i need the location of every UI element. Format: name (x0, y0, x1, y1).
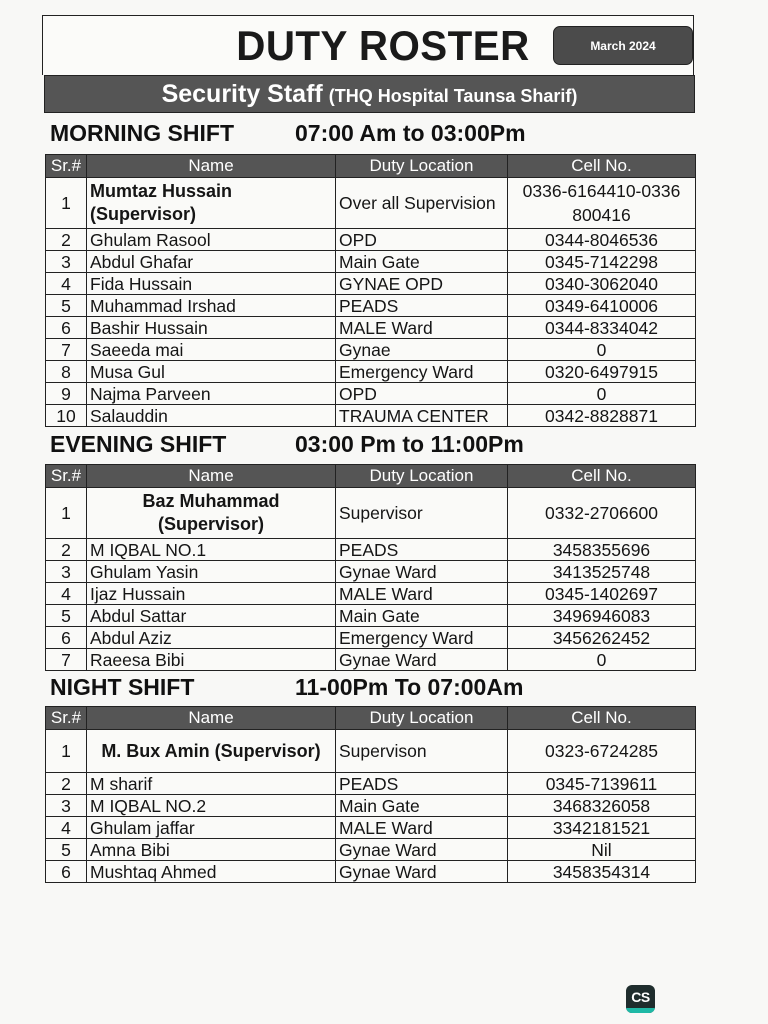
staff-name: Bashir Hussain (87, 317, 336, 339)
shift-time: 07:00 Am to 03:00Pm (295, 120, 526, 146)
cell-number: 0345-1402697 (508, 583, 696, 605)
cell-number: 0 (508, 339, 696, 361)
staff-name: Abdul Ghafar (87, 251, 336, 273)
serial-number: 3 (46, 561, 87, 583)
duty-location: PEADS (336, 295, 508, 317)
evening-shift-table (45, 464, 696, 671)
shift-time: 11-00Pm To 07:00Am (295, 674, 524, 700)
table-row (46, 405, 696, 427)
staff-name: Amna Bibi (87, 839, 336, 861)
shift-name: EVENING SHIFT (50, 431, 227, 457)
name-column-header: Name (87, 155, 336, 178)
duty-location: Gynae (336, 339, 508, 361)
duty-location: GYNAE OPD (336, 273, 508, 295)
table-row (46, 730, 696, 773)
staff-name: Fida Hussain (87, 273, 336, 295)
duty-location: Supervison (336, 730, 508, 773)
cell-number: 0344-8046536 (508, 229, 696, 251)
staff-name: Abdul Aziz (87, 627, 336, 649)
duty-location: OPD (336, 383, 508, 405)
cell-number: 3342181521 (508, 817, 696, 839)
subtitle-main: Security Staff (161, 79, 323, 108)
table-row (46, 583, 696, 605)
staff-name: Ghulam jaffar (87, 817, 336, 839)
cell-number: 3413525748 (508, 561, 696, 583)
table-row (46, 605, 696, 627)
table-row (46, 178, 696, 229)
cell-number: 0342-8828871 (508, 405, 696, 427)
duty-location: Gynae Ward (336, 861, 508, 883)
serial-number: 4 (46, 273, 87, 295)
duty-location: MALE Ward (336, 317, 508, 339)
camscanner-logo-icon (626, 985, 655, 1013)
serial-number: 9 (46, 383, 87, 405)
duty-location: Gynae Ward (336, 649, 508, 671)
serial-number: 6 (46, 861, 87, 883)
title-box (42, 15, 694, 75)
cell-number: 0320-6497915 (508, 361, 696, 383)
staff-name: M IQBAL NO.2 (87, 795, 336, 817)
location-column-header: Duty Location (336, 155, 508, 178)
duty-location: Main Gate (336, 605, 508, 627)
serial-number: 7 (46, 649, 87, 671)
cell-number: 0349-6410006 (508, 295, 696, 317)
logo-text: CS (631, 989, 650, 1005)
night-shift-table (45, 706, 696, 883)
staff-name: Salauddin (87, 405, 336, 427)
duty-location: TRAUMA CENTER (336, 405, 508, 427)
cell-column-header: Cell No. (508, 707, 696, 730)
duty-location: Emergency Ward (336, 627, 508, 649)
serial-number: 6 (46, 627, 87, 649)
serial-number: 5 (46, 839, 87, 861)
staff-name: Ijaz Hussain (87, 583, 336, 605)
table-row (46, 488, 696, 539)
serial-number: 3 (46, 795, 87, 817)
table-row (46, 539, 696, 561)
supervisor-name: Mumtaz Hussain (Supervisor) (87, 178, 336, 229)
table-header-row (46, 465, 696, 488)
name-column-header: Name (87, 707, 336, 730)
duty-location: OPD (336, 229, 508, 251)
supervisor-name: M. Bux Amin (Supervisor) (87, 730, 336, 773)
staff-name: Mushtaq Ahmed (87, 861, 336, 883)
date-badge: March 2024 (553, 26, 693, 65)
duty-location: PEADS (336, 539, 508, 561)
cell-column-header: Cell No. (508, 465, 696, 488)
cell-number: Nil (508, 839, 696, 861)
table-row (46, 773, 696, 795)
table-row (46, 795, 696, 817)
staff-name: M IQBAL NO.1 (87, 539, 336, 561)
cell-number: 0 (508, 649, 696, 671)
name-column-header: Name (87, 465, 336, 488)
table-row (46, 649, 696, 671)
table-row (46, 229, 696, 251)
table-row (46, 627, 696, 649)
serial-number: 3 (46, 251, 87, 273)
duty-location: Main Gate (336, 251, 508, 273)
serial-number: 4 (46, 817, 87, 839)
table-row (46, 251, 696, 273)
subtitle-sub: (THQ Hospital Taunsa Sharif) (328, 85, 578, 106)
staff-name: Musa Gul (87, 361, 336, 383)
shift-time: 03:00 Pm to 11:00Pm (295, 431, 524, 457)
location-column-header: Duty Location (336, 707, 508, 730)
cell-number: 0345-7142298 (508, 251, 696, 273)
serial-number: 8 (46, 361, 87, 383)
sr-column-header: Sr.# (46, 155, 87, 178)
duty-location: Supervisor (336, 488, 508, 539)
serial-number: 2 (46, 773, 87, 795)
duty-location: MALE Ward (336, 817, 508, 839)
cell-number: 0340-3062040 (508, 273, 696, 295)
cell-number: 0332-2706600 (508, 488, 696, 539)
table-row (46, 273, 696, 295)
staff-name: Raeesa Bibi (87, 649, 336, 671)
table-row (46, 383, 696, 405)
serial-number: 1 (46, 730, 87, 773)
table-row (46, 361, 696, 383)
shift-name: MORNING SHIFT (50, 120, 234, 146)
sr-column-header: Sr.# (46, 465, 87, 488)
serial-number: 5 (46, 295, 87, 317)
night-shift-heading (50, 674, 524, 701)
evening-shift-heading (50, 431, 524, 458)
subtitle-bar (44, 75, 695, 113)
duty-location: Over all Supervision (336, 178, 508, 229)
table-row (46, 861, 696, 883)
cell-number: 3458355696 (508, 539, 696, 561)
table-row (46, 839, 696, 861)
duty-location: Gynae Ward (336, 839, 508, 861)
duty-location: PEADS (336, 773, 508, 795)
table-header-row (46, 155, 696, 178)
serial-number: 5 (46, 605, 87, 627)
cell-number: 0344-8334042 (508, 317, 696, 339)
serial-number: 4 (46, 583, 87, 605)
table-row (46, 295, 696, 317)
table-header-row (46, 707, 696, 730)
page-title: DUTY ROSTER (236, 22, 530, 69)
cell-number: 3468326058 (508, 795, 696, 817)
supervisor-name: Baz Muhammad (Supervisor) (87, 488, 336, 539)
duty-location: Emergency Ward (336, 361, 508, 383)
staff-name: Saeeda mai (87, 339, 336, 361)
table-row (46, 317, 696, 339)
cell-column-header: Cell No. (508, 155, 696, 178)
serial-number: 7 (46, 339, 87, 361)
cell-number: 3456262452 (508, 627, 696, 649)
staff-name: Ghulam Yasin (87, 561, 336, 583)
morning-shift-table (45, 154, 696, 427)
duty-location: MALE Ward (336, 583, 508, 605)
cell-number: 0345-7139611 (508, 773, 696, 795)
cell-number: 3496946083 (508, 605, 696, 627)
cell-number: 3458354314 (508, 861, 696, 883)
serial-number: 2 (46, 539, 87, 561)
staff-name: Ghulam Rasool (87, 229, 336, 251)
cell-number: 0336-6164410-0336800416 (508, 178, 696, 229)
table-row (46, 339, 696, 361)
table-row (46, 817, 696, 839)
cell-number: 0 (508, 383, 696, 405)
staff-name: Najma Parveen (87, 383, 336, 405)
duty-location: Gynae Ward (336, 561, 508, 583)
sr-column-header: Sr.# (46, 707, 87, 730)
serial-number: 1 (46, 178, 87, 229)
cell-number: 0323-6724285 (508, 730, 696, 773)
staff-name: Muhammad Irshad (87, 295, 336, 317)
serial-number: 2 (46, 229, 87, 251)
serial-number: 10 (46, 405, 87, 427)
staff-name: Abdul Sattar (87, 605, 336, 627)
location-column-header: Duty Location (336, 465, 508, 488)
shift-name: NIGHT SHIFT (50, 674, 195, 700)
staff-name: M sharif (87, 773, 336, 795)
morning-shift-heading (50, 120, 526, 147)
table-row (46, 561, 696, 583)
serial-number: 6 (46, 317, 87, 339)
duty-location: Main Gate (336, 795, 508, 817)
serial-number: 1 (46, 488, 87, 539)
